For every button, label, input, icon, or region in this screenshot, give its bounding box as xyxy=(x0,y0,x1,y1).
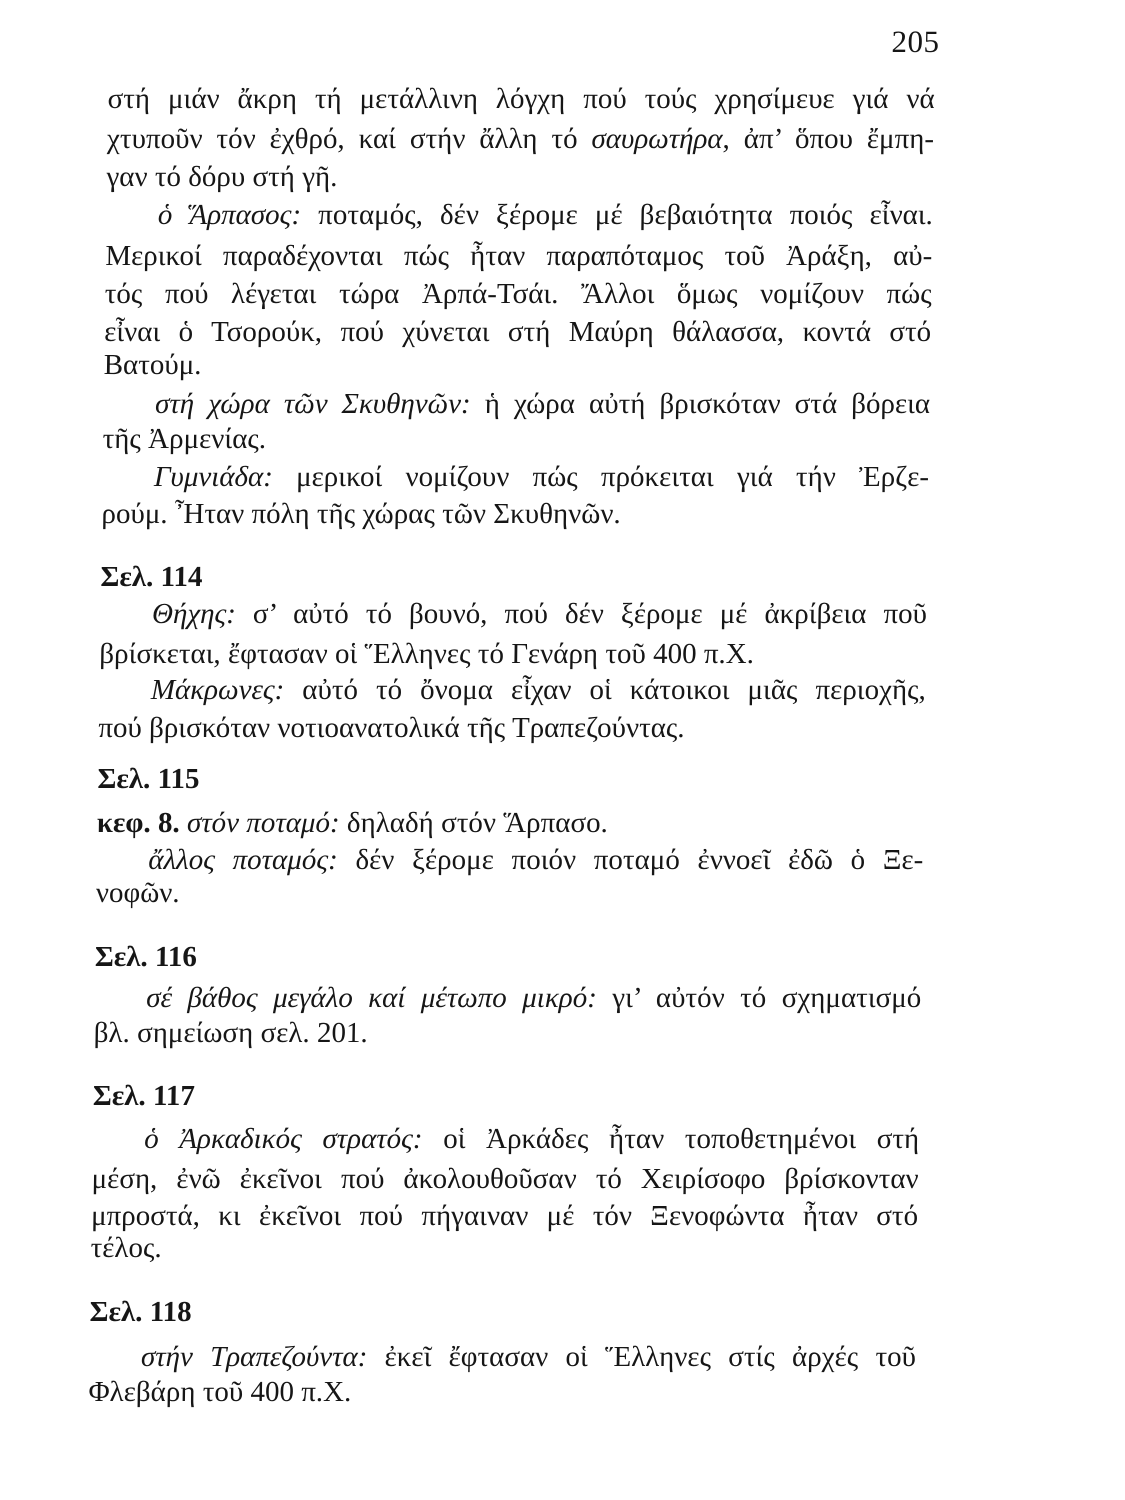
note-term: σαυρωτήρα xyxy=(591,123,723,155)
line-text: ποταμός, δέν ξέρομε μέ βεβαιότητα ποιός εἶναι. xyxy=(300,199,934,231)
line-text: στή μιάν ἄκρη τή μετάλλινη λόγχη πού τούς χρησίμευε γιά νά xyxy=(107,83,935,115)
text-line xyxy=(105,237,933,275)
text-line xyxy=(103,385,931,423)
line-text: ἐκεῖ ἔφτασαν οἱ Ἕλληνες στίς ἀρχές τοῦ xyxy=(367,1341,917,1373)
text-line xyxy=(96,874,924,912)
line-text: μπροστά, κι ἐκεῖνοι πού πήγαιναν μέ τόν Ξενοφώντα ἦταν στό xyxy=(90,1200,919,1232)
text-line xyxy=(88,1373,916,1411)
text-line xyxy=(94,1014,922,1052)
line-text: σ’ αὐτό τό βουνό, πού δέν ξέρομε μέ ἀκρίβεια ποῦ xyxy=(235,598,928,630)
note-term: ὁ Ἀρκαδικός στρατός: xyxy=(143,1123,423,1155)
book-page xyxy=(87,0,940,1500)
note-term: στή χώρα τῶν Σκυθηνῶν: xyxy=(154,388,471,420)
note-term: Γυμνιάδα: xyxy=(153,461,274,493)
text-line xyxy=(102,420,930,458)
line-text: γι’ αὐτόν τό σχηματισμό xyxy=(596,982,922,1014)
text-line xyxy=(94,979,922,1017)
note-term: στήν Τραπεζούντα: xyxy=(140,1341,368,1373)
line-text: Βατούμ. xyxy=(103,349,202,381)
page-reference-heading: Σελ. 117 xyxy=(92,1080,196,1112)
text-line xyxy=(107,120,935,158)
text-line xyxy=(106,196,934,234)
text-line xyxy=(99,635,927,673)
text-line xyxy=(99,671,927,709)
line-text: εἶναι ὁ Τσορούκ, πού χύνεται στή Μαύρη θάλασσα, κοντά στό xyxy=(103,316,932,348)
note-term: ἄλλος ποταμός: xyxy=(148,844,339,876)
page-reference-heading: Σελ. 118 xyxy=(89,1296,192,1328)
page-number: 205 xyxy=(891,24,940,59)
line-text: οἱ Ἀρκάδες ἦταν τοποθετημένοι στή xyxy=(422,1123,920,1155)
text-line xyxy=(104,275,932,313)
text-line xyxy=(102,458,930,496)
line-text: τέλος. xyxy=(90,1232,162,1264)
text-line xyxy=(107,80,935,118)
page-reference-heading: Σελ. 115 xyxy=(97,763,200,795)
line-text: μερικοί νομίζουν πώς πρόκειται γιά τήν Ἐρζε- xyxy=(272,461,930,493)
line-text: μέση, ἐνῶ ἐκεῖνοι πού ἀκολουθοῦσαν τό Χειρίσοφο βρίσκονταν xyxy=(91,1163,919,1195)
line-text: βρίσκεται, ἔφτασαν οἱ Ἕλληνες τό Γενάρη τοῦ 400 π.Χ. xyxy=(99,638,755,670)
line-text: βλ. σημείωση σελ. 201. xyxy=(93,1017,368,1049)
line-text: αὐτό τό ὄνομα εἶχαν οἱ κάτοικοι μιᾶς περιοχῆς, xyxy=(284,674,927,706)
text-line xyxy=(89,1338,917,1376)
note-term: σέ βάθος μεγάλο καί μέτωπο μικρό: xyxy=(146,982,598,1014)
note-term: στόν ποταμό: xyxy=(179,807,340,839)
text-line xyxy=(103,346,931,384)
text-line xyxy=(90,1229,918,1267)
page-reference-heading: Σελ. 114 xyxy=(100,561,203,593)
line-text: γαν τό δόρυ στή γῆ. xyxy=(106,161,338,193)
line-text: νοφῶν. xyxy=(95,877,180,909)
line-text: χτυποῦν τόν ἐχθρό, καί στήν ἄλλη τό xyxy=(106,123,592,155)
text-line xyxy=(106,158,934,196)
text-line xyxy=(98,709,926,747)
line-text: Μερικοί παραδέχονται πώς ἦταν παραπόταμος τοῦ Ἀράξη, αὐ- xyxy=(105,240,933,272)
text-line xyxy=(91,1160,919,1198)
line-text: πού βρισκόταν νοτιοανατολικά τῆς Τραπεζούντας. xyxy=(98,712,685,744)
line-text: δέν ξέρομε ποιόν ποταμό ἐννοεῖ ἐδῶ ὁ Ξε- xyxy=(337,844,924,876)
line-text: Φλεβάρη τοῦ 400 π.Χ. xyxy=(88,1376,352,1408)
line-text: τός πού λέγεται τώρα Ἀρπά-Τσάι. Ἄλλοι ὅμως νομίζουν πώς xyxy=(104,278,933,310)
line-text: ἡ χώρα αὐτή βρισκόταν στά βόρεια xyxy=(470,388,931,420)
note-term: ὁ Ἅρπασος: xyxy=(157,199,302,231)
note-term: Μάκρωνες: xyxy=(150,674,285,706)
text-line xyxy=(92,1120,920,1158)
line-text: , ἀπ’ ὅπου ἔμπη- xyxy=(722,123,935,155)
chapter-label: κεφ. 8. xyxy=(96,807,180,839)
text-line xyxy=(101,495,929,533)
page-reference-heading: Σελ. 116 xyxy=(94,941,198,973)
line-text: ρούμ. Ἦταν πόλη τῆς χώρας τῶν Σκυθηνῶν. xyxy=(101,498,622,530)
line-text: δηλαδή στόν Ἅρπασο. xyxy=(339,807,609,839)
line-text: τῆς Ἀρμενίας. xyxy=(102,423,267,455)
text-line xyxy=(100,595,928,633)
text-line xyxy=(97,804,925,842)
note-term: Θήχης: xyxy=(151,598,237,630)
